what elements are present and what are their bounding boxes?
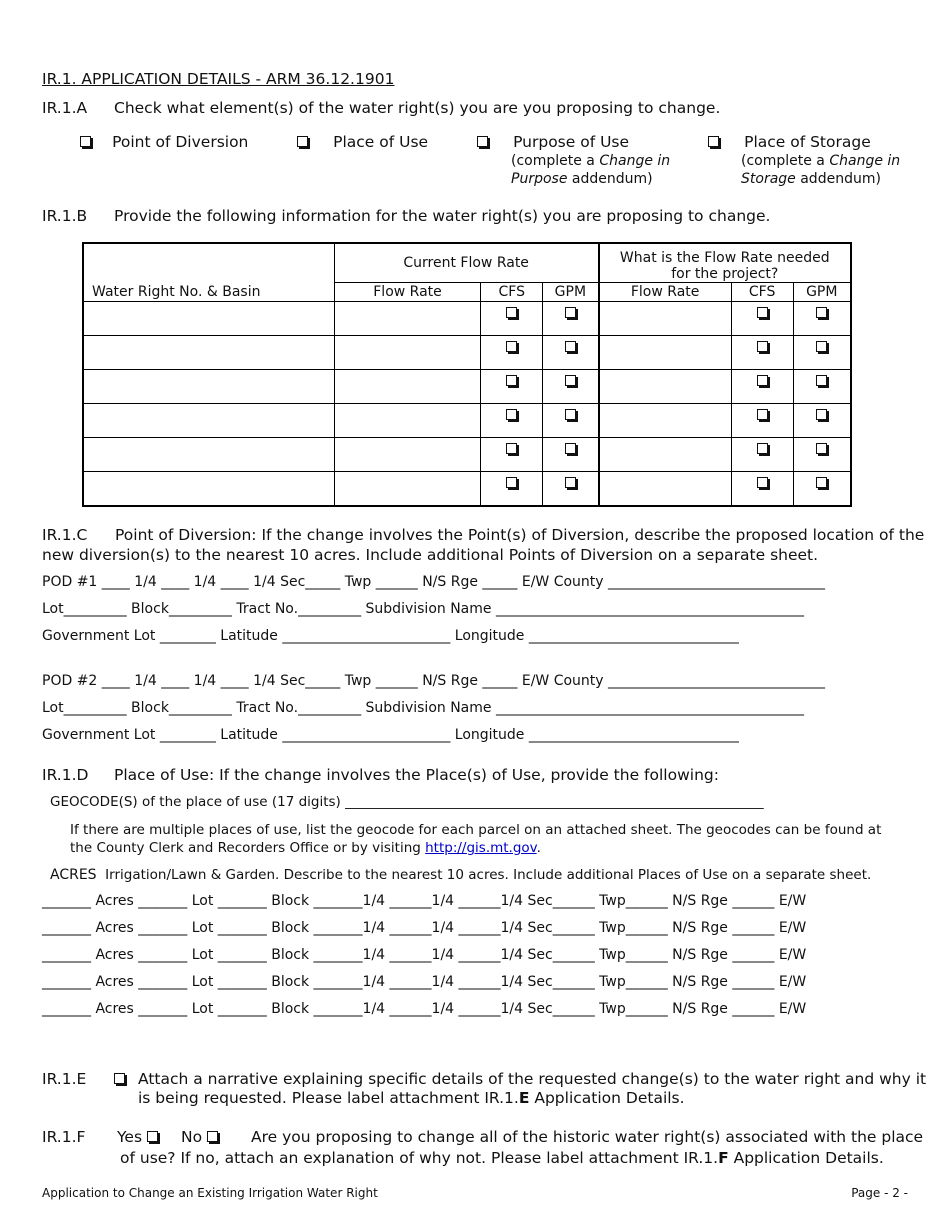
needed-flow-rate-cell[interactable] — [599, 404, 732, 438]
checkbox-icon[interactable] — [297, 136, 308, 147]
flow-rate-table — [82, 242, 852, 507]
checkbox-icon[interactable] — [506, 409, 517, 420]
pod1-line3[interactable]: Government Lot ________ Latitude ________________________ Longitude ______________________________ — [42, 628, 739, 644]
needed-flow-rate-cell[interactable] — [599, 438, 732, 472]
ir1f-line1: Are you proposing to change all of the historic water right(s) associated with the place — [251, 1128, 924, 1146]
ir1a-prompt: Check what element(s) of the water right(s) you are you proposing to change. — [114, 99, 721, 117]
checkbox-icon[interactable] — [816, 341, 827, 352]
table-row — [83, 472, 851, 506]
flow-rate-header: Flow Rate — [599, 282, 732, 301]
ir1d-prompt: Place of Use: If the change involves the Place(s) of Use, provide the following: — [114, 766, 719, 784]
purpose-note: (complete a Change in Purpose addendum) — [511, 153, 671, 187]
acre-row[interactable]: _______ Acres _______ Lot _______ Block _______1/4 ______1/4 ______1/4 Sec______ Twp______ N/S Rge ______ E/W — [42, 1001, 807, 1017]
footer-title: Application to Change an Existing Irrigation Water Right — [42, 1186, 378, 1200]
needed-gpm-cell[interactable] — [793, 404, 851, 438]
table-row — [83, 335, 851, 369]
water-right-header: Water Right No. & Basin — [83, 243, 334, 301]
current-flow-rate-cell[interactable] — [334, 472, 481, 506]
ir1f-line2: of use? If no, attach an explanation of why not. Please label attachment IR.1.F Application Details. — [120, 1149, 884, 1167]
geocode-note-line1: If there are multiple places of use, list the geocode for each parcel on an attached sheet. The geocodes can be found at — [70, 822, 882, 838]
ir1b-prompt: Provide the following information for the water right(s) you are proposing to change. — [114, 207, 771, 225]
checkbox-icon[interactable] — [816, 307, 827, 318]
pod2-line3[interactable]: Government Lot ________ Latitude ________________________ Longitude ______________________________ — [42, 727, 739, 743]
acre-row[interactable]: _______ Acres _______ Lot _______ Block _______1/4 ______1/4 ______1/4 Sec______ Twp______ N/S Rge ______ E/W — [42, 974, 807, 990]
geocode-field[interactable]: GEOCODE(S) of the place of use (17 digits) ______________________________________________________________ — [50, 794, 764, 810]
option-purpose-of-use[interactable] — [477, 132, 629, 151]
needed-flow-rate-cell[interactable] — [599, 335, 732, 369]
checkbox-icon[interactable] — [506, 307, 517, 318]
water-right-cell[interactable] — [83, 472, 334, 506]
needed-cfs-cell[interactable] — [731, 404, 793, 438]
gpm-header: GPM — [793, 282, 851, 301]
ir1e-id: IR.1.E — [42, 1070, 87, 1088]
needed-cfs-cell[interactable] — [731, 301, 793, 335]
checkbox-icon[interactable] — [506, 375, 517, 386]
current-cfs-cell[interactable] — [481, 301, 543, 335]
checkbox-icon[interactable] — [506, 341, 517, 352]
water-right-cell[interactable] — [83, 369, 334, 403]
option-place-of-storage[interactable] — [708, 132, 871, 151]
water-right-cell[interactable] — [83, 438, 334, 472]
option-label: Place of Storage — [744, 133, 871, 151]
checkbox-icon[interactable] — [757, 307, 768, 318]
cfs-header: CFS — [731, 282, 793, 301]
current-flow-rate-cell[interactable] — [334, 404, 481, 438]
option-label: Purpose of Use — [513, 133, 630, 151]
option-label: Point of Diversion — [112, 133, 249, 151]
checkbox-icon[interactable] — [565, 341, 576, 352]
checkbox-icon[interactable] — [708, 136, 719, 147]
checkbox-icon[interactable] — [565, 375, 576, 386]
checkbox-icon[interactable] — [816, 409, 827, 420]
current-flow-rate-cell[interactable] — [334, 369, 481, 403]
needed-cfs-cell[interactable] — [731, 335, 793, 369]
current-gpm-cell[interactable] — [543, 335, 599, 369]
table-row — [83, 438, 851, 472]
ir1c-id: IR.1.C — [42, 526, 88, 544]
current-cfs-cell[interactable] — [481, 335, 543, 369]
geocode-note-line2: the County Clerk and Recorders Office or by visiting http://gis.mt.gov. — [70, 840, 541, 856]
needed-flow-rate-cell[interactable] — [599, 472, 732, 506]
needed-gpm-cell[interactable] — [793, 472, 851, 506]
checkbox-icon[interactable] — [565, 307, 576, 318]
ir1e-checkbox[interactable] — [114, 1069, 125, 1088]
ir1c-prompt-line1: Point of Diversion: If the change involves the Point(s) of Diversion, describe the proposed location of the — [115, 526, 925, 544]
current-flow-rate-header: Current Flow Rate — [334, 243, 598, 282]
ir1e-line1: Attach a narrative explaining specific details of the requested change(s) to the water right and why it — [138, 1070, 927, 1088]
current-gpm-cell[interactable] — [543, 404, 599, 438]
current-flow-rate-cell[interactable] — [334, 438, 481, 472]
needed-flow-rate-cell[interactable] — [599, 301, 732, 335]
current-gpm-cell[interactable] — [543, 472, 599, 506]
water-right-cell[interactable] — [83, 404, 334, 438]
needed-flow-rate-header: What is the Flow Rate needed for the project? — [599, 243, 851, 282]
checkbox-icon[interactable] — [207, 1131, 218, 1142]
current-cfs-cell[interactable] — [481, 438, 543, 472]
option-point-of-diversion[interactable] — [80, 132, 248, 151]
pod2-line2[interactable]: Lot_________ Block_________ Tract No._________ Subdivision Name ____________________________________________ — [42, 700, 804, 716]
checkbox-icon[interactable] — [757, 477, 768, 488]
checkbox-icon[interactable] — [757, 443, 768, 454]
pod1-line2[interactable]: Lot_________ Block_________ Tract No._________ Subdivision Name ____________________________________________ — [42, 601, 804, 617]
table-row — [83, 369, 851, 403]
water-right-cell[interactable] — [83, 301, 334, 335]
ir1b-id: IR.1.B — [42, 207, 88, 225]
checkbox-icon[interactable] — [565, 409, 576, 420]
ir1f-id: IR.1.F — [42, 1128, 86, 1146]
checkbox-icon[interactable] — [506, 443, 517, 454]
gis-link[interactable]: http://gis.mt.gov — [425, 840, 537, 856]
checkbox-icon[interactable] — [80, 136, 91, 147]
ir1d-id: IR.1.D — [42, 766, 89, 784]
current-flow-rate-cell[interactable] — [334, 301, 481, 335]
table-row — [83, 404, 851, 438]
table-row — [83, 301, 851, 335]
checkbox-icon[interactable] — [757, 341, 768, 352]
needed-flow-rate-cell[interactable] — [599, 369, 732, 403]
checkbox-icon[interactable] — [816, 375, 827, 386]
needed-cfs-cell[interactable] — [731, 472, 793, 506]
checkbox-icon[interactable] — [565, 443, 576, 454]
checkbox-icon[interactable] — [565, 477, 576, 488]
flow-rate-header: Flow Rate — [334, 282, 481, 301]
current-cfs-cell[interactable] — [481, 369, 543, 403]
checkbox-icon[interactable] — [506, 477, 517, 488]
current-cfs-cell[interactable] — [481, 404, 543, 438]
needed-gpm-cell[interactable] — [793, 301, 851, 335]
acres-header: ACRES Irrigation/Lawn & Garden. Describe to the nearest 10 acres. Include additional Places of Use on a separate sheet. — [50, 867, 872, 883]
current-cfs-cell[interactable] — [481, 472, 543, 506]
acre-row[interactable]: _______ Acres _______ Lot _______ Block _______1/4 ______1/4 ______1/4 Sec______ Twp______ N/S Rge ______ E/W — [42, 893, 807, 909]
ir1e-line2: is being requested. Please label attachment IR.1.E Application Details. — [138, 1089, 685, 1107]
needed-gpm-cell[interactable] — [793, 438, 851, 472]
storage-note: (complete a Change in Storage addendum) — [741, 153, 901, 187]
option-label: Place of Use — [333, 133, 429, 151]
current-flow-rate-cell[interactable] — [334, 335, 481, 369]
yes-option[interactable]: Yes — [117, 1128, 158, 1146]
checkbox-icon[interactable] — [816, 477, 827, 488]
current-gpm-cell[interactable] — [543, 369, 599, 403]
pod1-line1[interactable]: POD #1 ____ 1/4 ____ 1/4 ____ 1/4 Sec_____ Twp ______ N/S Rge _____ E/W County _______________________________ — [42, 574, 826, 590]
section-title: IR.1. APPLICATION DETAILS - ARM 36.12.1901 — [42, 70, 395, 88]
checkbox-icon[interactable] — [816, 443, 827, 454]
needed-gpm-cell[interactable] — [793, 335, 851, 369]
ir1c-prompt-line2: new diversion(s) to the nearest 10 acres. Include additional Points of Diversion on a separate sheet. — [42, 546, 819, 564]
page-number: Page - 2 - — [851, 1186, 908, 1200]
checkbox-icon[interactable] — [147, 1131, 158, 1142]
no-option[interactable]: No — [181, 1128, 218, 1146]
needed-gpm-cell[interactable] — [793, 369, 851, 403]
checkbox-icon[interactable] — [114, 1073, 125, 1084]
current-gpm-cell[interactable] — [543, 438, 599, 472]
needed-cfs-cell[interactable] — [731, 438, 793, 472]
pod2-line1[interactable]: POD #2 ____ 1/4 ____ 1/4 ____ 1/4 Sec_____ Twp ______ N/S Rge _____ E/W County _______________________________ — [42, 673, 826, 689]
acre-row[interactable]: _______ Acres _______ Lot _______ Block _______1/4 ______1/4 ______1/4 Sec______ Twp______ N/S Rge ______ E/W — [42, 947, 807, 963]
water-right-cell[interactable] — [83, 335, 334, 369]
cfs-header: CFS — [481, 282, 543, 301]
checkbox-icon[interactable] — [757, 375, 768, 386]
needed-cfs-cell[interactable] — [731, 369, 793, 403]
current-gpm-cell[interactable] — [543, 301, 599, 335]
ir1a-id: IR.1.A — [42, 99, 88, 117]
gpm-header: GPM — [543, 282, 599, 301]
option-place-of-use[interactable] — [297, 132, 428, 151]
acre-row[interactable]: _______ Acres _______ Lot _______ Block _______1/4 ______1/4 ______1/4 Sec______ Twp______ N/S Rge ______ E/W — [42, 920, 807, 936]
checkbox-icon[interactable] — [477, 136, 488, 147]
checkbox-icon[interactable] — [757, 409, 768, 420]
